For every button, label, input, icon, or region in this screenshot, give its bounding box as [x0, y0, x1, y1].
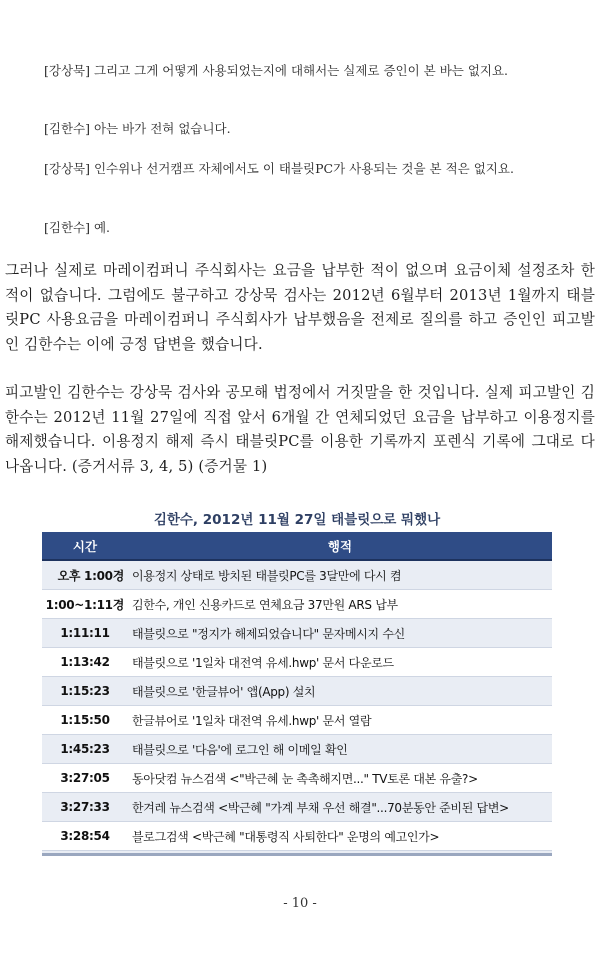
table-row: [42, 560, 552, 590]
action-cell: 태블릿으로 '한글뷰어' 앱(App) 설치: [128, 677, 552, 706]
time-cell: 1:15:50: [42, 706, 128, 735]
table-header-row: [42, 532, 552, 560]
table-row: [42, 822, 552, 851]
table-row: [42, 764, 552, 793]
table-row: [42, 793, 552, 822]
action-cell: 태블릿으로 "정지가 해제되었습니다" 문자메시지 수신: [128, 619, 552, 648]
action-cell: 태블릿으로 '1일차 대전역 유세.hwp' 문서 다운로드: [128, 648, 552, 677]
testimony-line: [강상묵] 그리고 그게 어떻게 사용되었는지에 대해서는 실제로 증인이 본 바는 없지요.: [44, 63, 509, 78]
timeline-table: [42, 532, 552, 856]
body-paragraph: 피고발인 김한수는 강상묵 검사와 공모해 법정에서 거짓말을 한 것입니다. 실제 피고발인 김한수는 2012년 11월 27일에 직접 앞서 6개월 간 연체되었던 요금을 납부하고 이용정지를 해제했습니다. 이용정지 해제 즉시 태블릿PC를 이용한 기록까지 포렌식 기록에 그대로 다 나옵니다. (증거서류 3, 4, 5) (증거물 1): [5, 384, 595, 475]
cut-cell: [128, 851, 552, 855]
testimony-line: [강상묵] 인수위나 선거캠프 자체에서도 이 태블릿PC가 사용되는 것을 본 적은 없지요.: [44, 161, 514, 176]
table-title: 김한수, 2012년 11월 27일 태블릿으로 뭐했나: [153, 512, 441, 528]
time-cell: 1:00~1:11경: [42, 590, 128, 619]
table-row: [42, 677, 552, 706]
action-cell: 한겨레 뉴스검색 <박근혜 "가계 부채 우선 해결"...70분동안 준비된 답변>: [128, 793, 552, 822]
table-row: [42, 706, 552, 735]
time-cell: 1:45:23: [42, 735, 128, 764]
testimony-line: [김한수] 아는 바가 전혀 없습니다.: [44, 121, 231, 136]
table-row: [42, 590, 552, 619]
time-cell: 오후 1:00경: [42, 560, 128, 590]
action-cell: 한글뷰어로 '1일차 대전역 유세.hwp' 문서 열람: [128, 706, 552, 735]
action-cell: 동아닷컴 뉴스검색 <"박근혜 눈 촉촉해지면..." TV토론 대본 유출?>: [128, 764, 552, 793]
header-action: 행적: [128, 532, 552, 560]
table-row: [42, 735, 552, 764]
action-cell: 블로그검색 <박근혜 "대통령직 사퇴한다" 운명의 예고인가>: [128, 822, 552, 851]
table-row: [42, 648, 552, 677]
action-cell: 태블릿으로 '다음'에 로그인 해 이메일 확인: [128, 735, 552, 764]
time-cell: 3:27:05: [42, 764, 128, 793]
time-cell: 3:28:54: [42, 822, 128, 851]
header-time: 시간: [42, 532, 128, 560]
testimony-line: [김한수] 예.: [44, 220, 111, 235]
page-number: - 10 -: [283, 896, 317, 911]
time-cell: 1:13:42: [42, 648, 128, 677]
time-cell: 1:15:23: [42, 677, 128, 706]
body-paragraph: 그러나 실제로 마레이컴퍼니 주식회사는 요금을 납부한 적이 없으며 요금이체 설정조차 한 적이 없습니다. 그럼에도 불구하고 강상묵 검사는 2012년 6월부터 2013년 1월까지 태블릿PC 사용요금을 마레이컴퍼니 주식회사가 납부했음을 전제로 질의를 하고 증인인 피고발인 김한수는 이에 긍정 답변을 했습니다.: [5, 262, 595, 353]
table-row: [42, 619, 552, 648]
time-cell: 1:11:11: [42, 619, 128, 648]
table-cut-row: [42, 851, 552, 855]
cut-cell: [42, 851, 128, 855]
time-cell: 3:27:33: [42, 793, 128, 822]
action-cell: 김한수, 개인 신용카드로 연체요금 37만원 ARS 납부: [128, 590, 552, 619]
action-cell: 이용정지 상태로 방치된 태블릿PC를 3달만에 다시 켬: [128, 560, 552, 590]
